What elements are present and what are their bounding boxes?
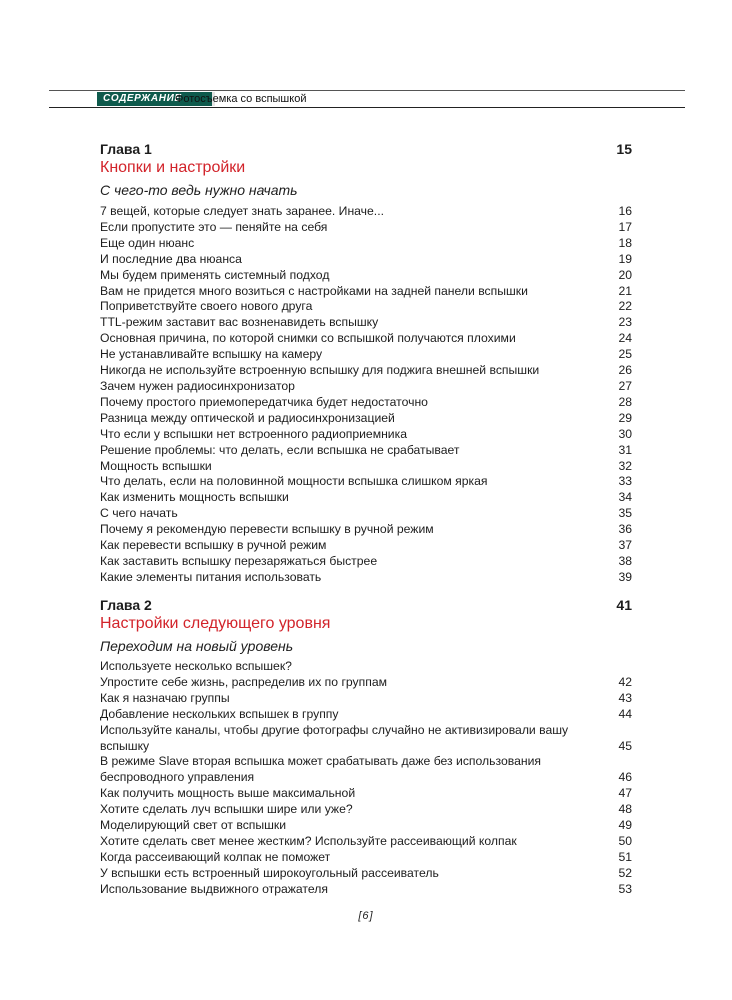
toc-entry bbox=[100, 284, 632, 300]
toc-entry-page: 31 bbox=[618, 442, 632, 457]
toc-entry-page: 22 bbox=[618, 299, 632, 314]
toc-entry bbox=[100, 427, 632, 443]
toc-entry-title: Как изменить мощность вспышки bbox=[100, 490, 289, 505]
toc-entry-page: 33 bbox=[618, 474, 632, 489]
toc-entry-page: 38 bbox=[618, 553, 632, 568]
toc-entry bbox=[100, 315, 632, 331]
toc-entry-title: Как получить мощность выше максимальной bbox=[100, 786, 356, 801]
toc-entry-page: 30 bbox=[618, 426, 632, 441]
toc-entry-page: 52 bbox=[618, 865, 632, 880]
toc-entry-title: Решение проблемы: что делать, если вспышка не срабатывает bbox=[100, 442, 460, 457]
toc-entry-title: Добавление нескольких вспышек в группу bbox=[100, 706, 339, 721]
section-tag: СОДЕРЖАНИЕ bbox=[97, 92, 215, 106]
toc-entry bbox=[100, 204, 632, 220]
toc-entry-title: Вам не придется много возиться с настройками на задней панели вспышки bbox=[100, 283, 528, 298]
chapter-2-heading bbox=[100, 596, 632, 656]
header-rule bbox=[49, 107, 685, 108]
toc-entry-title: Еще один нюанс bbox=[100, 235, 195, 250]
toc-entry-page: 45 bbox=[618, 738, 632, 753]
toc-entry-title: Если пропустите это — пеняйте на себя bbox=[100, 219, 328, 234]
toc-entry bbox=[100, 459, 632, 475]
toc-entry-title: Мощность вспышки bbox=[100, 458, 212, 473]
toc-entry-title: И последние два нюанса bbox=[100, 251, 242, 266]
book-title: Фотосъемка со вспышкой bbox=[175, 93, 307, 105]
toc-entry-title: Зачем нужен радиосинхронизатор bbox=[100, 378, 295, 393]
toc-entry-page: 44 bbox=[618, 706, 632, 721]
chapter-page-number: 15 bbox=[616, 141, 632, 157]
toc-entry-page: 36 bbox=[618, 522, 632, 537]
page-number: [6] bbox=[358, 910, 374, 922]
toc-entry-page: 24 bbox=[618, 331, 632, 346]
toc-entry-page: 39 bbox=[618, 569, 632, 584]
toc-entry bbox=[100, 754, 632, 786]
toc-entry bbox=[100, 299, 632, 315]
toc-entry-page: 29 bbox=[618, 410, 632, 425]
toc-entry bbox=[100, 220, 632, 236]
toc-entry bbox=[100, 554, 632, 570]
toc-entry bbox=[100, 474, 632, 490]
toc-entry bbox=[100, 723, 632, 755]
toc-entry-title: Используете несколько вспышек? bbox=[100, 659, 292, 673]
toc-entry bbox=[100, 659, 632, 675]
toc-entry-title: TTL-режим заставит вас возненавидеть вспышку bbox=[100, 315, 379, 330]
toc-entry-page: 17 bbox=[618, 219, 632, 234]
chapter-subtitle: Переходим на новый уровень bbox=[100, 638, 294, 654]
top-rule bbox=[49, 90, 685, 91]
toc-entry-page: 19 bbox=[618, 251, 632, 266]
chapter-title: Кнопки и настройки bbox=[100, 159, 246, 176]
toc-entry-title: У вспышки есть встроенный широкоугольный рассеиватель bbox=[100, 865, 439, 880]
toc-entry bbox=[100, 379, 632, 395]
toc-entry-title: Почему простого приемопередатчика будет недостаточно bbox=[100, 394, 428, 409]
toc-entry-page: 26 bbox=[618, 363, 632, 378]
toc-entry bbox=[100, 490, 632, 506]
toc-entry-title: Поприветствуйте своего нового друга bbox=[100, 299, 313, 314]
toc-entry-page: 43 bbox=[618, 690, 632, 705]
toc-entry-page: 35 bbox=[618, 506, 632, 521]
toc-entry-page: 49 bbox=[618, 818, 632, 833]
toc-entry-page: 46 bbox=[618, 770, 632, 785]
toc-entry-page: 21 bbox=[618, 283, 632, 298]
toc-entry-page: 47 bbox=[618, 786, 632, 801]
toc-entry-title: Что если у вспышки нет встроенного радиоприемника bbox=[100, 426, 407, 441]
chapter-title: Настройки следующего уровня bbox=[100, 615, 331, 632]
toc-entry bbox=[100, 538, 632, 554]
toc-entry-page: 23 bbox=[618, 315, 632, 330]
toc-entry-title: Разница между оптической и радиосинхронизацией bbox=[100, 410, 395, 425]
running-header bbox=[49, 92, 685, 107]
chapter-label: Глава 2 bbox=[100, 597, 152, 613]
toc-entry-page: 27 bbox=[618, 378, 632, 393]
toc-entry bbox=[100, 363, 632, 379]
toc-entry-page: 16 bbox=[618, 204, 632, 218]
toc-entry bbox=[100, 347, 632, 363]
toc-entry bbox=[100, 570, 632, 586]
toc-entry bbox=[100, 443, 632, 459]
toc-entry-page: 32 bbox=[618, 458, 632, 473]
toc-entry-title: Какие элементы питания использовать bbox=[100, 569, 322, 584]
chapter-1-heading bbox=[100, 140, 632, 200]
toc-entry bbox=[100, 675, 632, 691]
toc-entry-title: Мы будем применять системный подход bbox=[100, 267, 330, 282]
toc-entry-title: Как перевести вспышку в ручной режим bbox=[100, 538, 327, 553]
toc-entry bbox=[100, 506, 632, 522]
toc-entry-page: 18 bbox=[618, 235, 632, 250]
toc-entry-title: Никогда не используйте встроенную вспышку для поджига внешней вспышки bbox=[100, 363, 540, 378]
toc-entry-page: 53 bbox=[618, 881, 632, 896]
toc-entry-title: Упростите себе жизнь, распределив их по группам bbox=[100, 674, 387, 689]
toc-entry bbox=[100, 395, 632, 411]
toc-entry-title: Основная причина, по которой снимки со вспышкой получаются плохими bbox=[100, 331, 516, 346]
toc-entry-page: 51 bbox=[618, 849, 632, 864]
toc-entry bbox=[100, 252, 632, 268]
toc-entry bbox=[100, 818, 632, 834]
toc-entry-page: 20 bbox=[618, 267, 632, 282]
toc-entry-page: 50 bbox=[618, 833, 632, 848]
toc-entry bbox=[100, 331, 632, 347]
toc-entry-title: Как заставить вспышку перезаряжаться быстрее bbox=[100, 553, 378, 568]
chapter-subtitle: С чего-то ведь нужно начать bbox=[100, 182, 298, 198]
toc-entry-title: Как я назначаю группы bbox=[100, 690, 230, 705]
toc-entry-title: Хотите сделать свет менее жестким? Используйте рассеивающий колпак bbox=[100, 833, 517, 848]
toc-list-chapter-2 bbox=[100, 659, 632, 898]
toc-entry-title: Используйте каналы, чтобы другие фотографы случайно не активизировали вашу вспышку bbox=[100, 722, 569, 753]
toc-entry bbox=[100, 834, 632, 850]
toc-entry bbox=[100, 786, 632, 802]
toc-entry-title: Использование выдвижного отражателя bbox=[100, 881, 328, 896]
toc-list-chapter-1 bbox=[100, 204, 632, 586]
toc-entry-page: 34 bbox=[618, 490, 632, 505]
toc-entry-page: 25 bbox=[618, 347, 632, 362]
toc-entry bbox=[100, 236, 632, 252]
toc-entry-title: Хотите сделать луч вспышки шире или уже? bbox=[100, 802, 353, 817]
toc-entry-title: Не устанавливайте вспышку на камеру bbox=[100, 347, 323, 362]
toc-entry bbox=[100, 411, 632, 427]
toc-entry bbox=[100, 850, 632, 866]
toc-entry-page: 37 bbox=[618, 538, 632, 553]
toc-entry bbox=[100, 802, 632, 818]
toc-entry-page: 28 bbox=[618, 394, 632, 409]
chapter-label: Глава 1 bbox=[100, 141, 152, 157]
toc-entry-title: Когда рассеивающий колпак не поможет bbox=[100, 849, 331, 864]
toc-entry-page: 48 bbox=[618, 802, 632, 817]
toc-entry-title: С чего начать bbox=[100, 506, 178, 521]
toc-entry-title: Почему я рекомендую перевести вспышку в ручной режим bbox=[100, 522, 434, 537]
toc-entry bbox=[100, 882, 632, 898]
toc-entry-title: Моделирующий свет от вспышки bbox=[100, 818, 287, 833]
toc-entry bbox=[100, 522, 632, 538]
toc-entry bbox=[100, 268, 632, 284]
toc-entry-page: 42 bbox=[618, 674, 632, 689]
toc-entry bbox=[100, 866, 632, 882]
toc-entry bbox=[100, 691, 632, 707]
toc-entry-title: Что делать, если на половинной мощности вспышка слишком яркая bbox=[100, 474, 488, 489]
toc-entry-title: В режиме Slave вторая вспышка может срабатывать даже без использования беспроводного управления bbox=[100, 754, 541, 785]
toc-entry bbox=[100, 707, 632, 723]
chapter-page-number: 41 bbox=[616, 597, 632, 613]
toc-entry-title: 7 вещей, которые следует знать заранее. Иначе... bbox=[100, 204, 384, 218]
